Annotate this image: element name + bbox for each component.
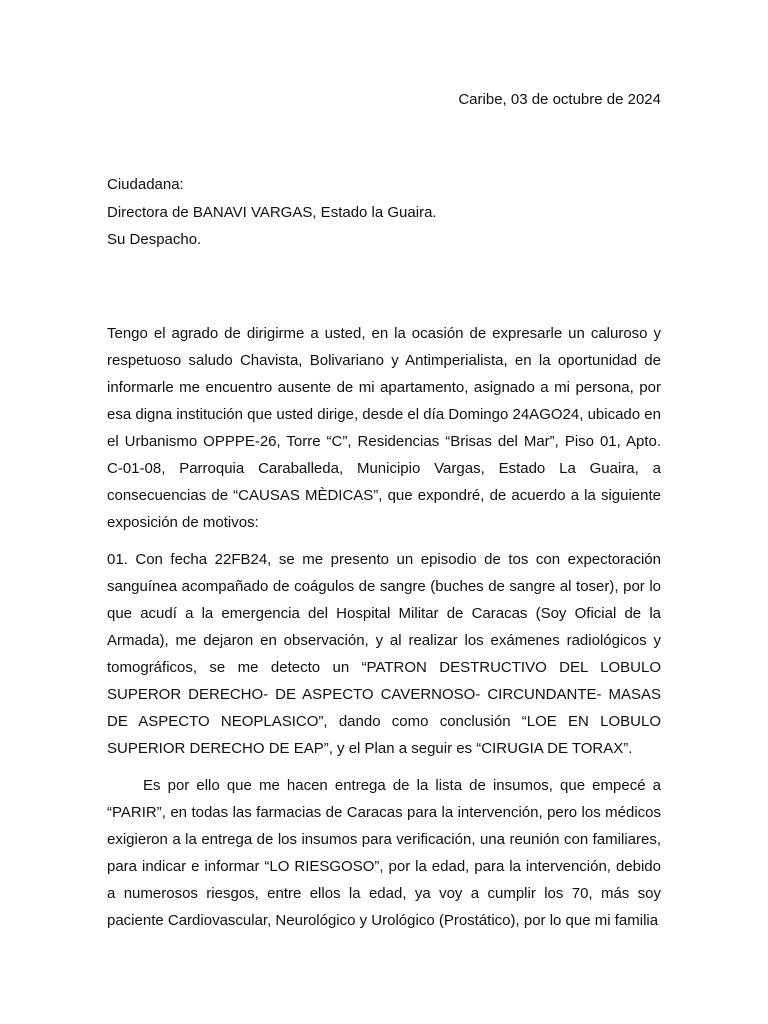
paragraph-point-01: 01. Con fecha 22FB24, se me presento un episodio de tos con expectoración sanguínea acompañado de coágulos de sangre (buches de sangre al toser), por lo que acudí a la emergencia del Hospital Militar de Caracas (Soy Oficial de la Armada), me dejaron en observación, y al realizar los exámenes radiológicos y tomográficos, se me detecto un “PATRON DESTRUCTIVO DEL LOBULO SUPEROR DERECHO- DE ASPECTO CAVERNOSO- CIRCUNDANTE- MASAS DE ASPECTO NEOPLASICO”, dando como conclusión “LOE EN LOBULO SUPERIOR DERECHO DE EAP”, y el Plan a seguir es “CIRUGIA DE TORAX”.	[107, 551, 661, 757]
recipient-title: Directora de BANAVI VARGAS, Estado la Guaira.	[107, 203, 437, 221]
paragraph-supplies: Es por ello que me hacen entrega de la lista de insumos, que empecé a “PARIR”, en todas las farmacias de Caracas para la intervención, pero los médicos exigieron a la entrega de los insumos para verificación, una reunión con familiares, para indicar e informar “LO RIESGOSO”, por la edad, para la intervención, debido a numerosos riesgos, entre ellos la edad, ya voy a cumplir los 70, más soy paciente Cardiovascular, Neurológico y Urológico (Prostático), por lo que mi familia	[107, 777, 661, 929]
recipient-salutation: Ciudadana:	[107, 176, 184, 193]
paragraph-introduction: Tengo el agrado de dirigirme a usted, en la ocasión de expresarle un caluroso y respetuoso saludo Chavista, Bolivariano y Antimperialista, en la oportunidad de informarle me encuentro ausente de mi apartamento, asignado a mi persona, por esa digna institución que usted dirige, desde el día Domingo 24AGO24, ubicado en el Urbanismo OPPPE-26, Torre “C”, Residencias “Brisas del Mar”, Piso 01, Apto. C-01-08, Parroquia Caraballeda, Municipio Vargas, Estado La Guaira, a consecuencias de “CAUSAS MÈDICAS”, que expondré, de acuerdo a la siguiente exposición de motivos:	[107, 325, 661, 531]
letter-body	[107, 320, 661, 934]
letter-date: Caribe, 03 de octubre de 2024	[458, 91, 661, 108]
recipient-office: Su Despacho.	[107, 231, 202, 248]
recipient-block	[107, 171, 437, 254]
